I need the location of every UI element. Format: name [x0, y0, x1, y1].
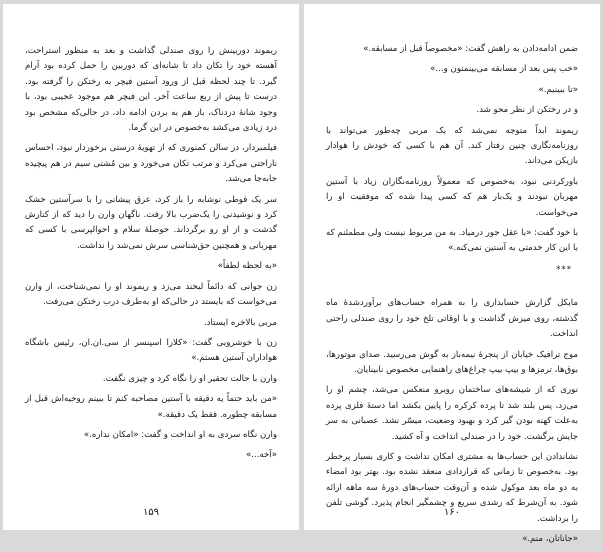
paragraph: «من باید حتماً یه دقیقه با آستین مصاحبه کنم تا ببینم روحیه‌اش قبل از مسابقه چطوره. فقط یک دقیقه.» — [25, 394, 277, 420]
paragraph: مایکل گزارش حسابداری را به همراه حساب‌های برآوردشدهٔ ماه گذشته، روی میزش گذاشت و با اوقاتی تلخ خود را روی صندلی راحتی انداخت. — [326, 298, 578, 340]
paragraph: مربی بالاخره ایستاد. — [203, 317, 277, 328]
paragraph: وارن نگاه سردی به او انداخت و گفت: «امکان نداره.» — [83, 429, 277, 440]
paragraph: سر یک قوطی نوشابه را باز کرد، عرق پیشانی را با سرآستین خشک کرد و نوشیدنی را یک‌ضرب بالا رفت. ناگهان وارن را دید که از کنارش گذشت و از او رو برگرداند. حوصلهٔ سلام و احوالپرسی با کسی که مهربانی و همچنین حق‌شناسی سرش نمی‌شد را نداشت. — [25, 194, 277, 251]
page-number: ۱۵۹ — [142, 507, 160, 518]
paragraph: فیلمبردار، در سالن کمنوری که از تهویهٔ درستی برخوردار نبود، احساس ناراحتی می‌کرد و مرتب تکان می‌خورد و بین مُشتی سیم در هم پیچیده جابه‌جا می‌شد. — [25, 143, 277, 185]
paragraph: «به لحظه لطفاً» — [217, 261, 277, 272]
paragraph: باورکردنی نبود، به‌خصوص که معمولاً روزنامه‌نگاران زیاد با آستین مهربان نبودند و یک‌بار هم که کسی پیدا شده که موفقیت او را می‌خواست. — [326, 176, 578, 218]
paragraph: نشاندادن این حساب‌ها به مشتری امکان نداشت و کاری بسیار پرخطر بود. به‌خصوص تا زمانی که قراردادی منعقد نشده بود. بهتر بود امضاء به دو ماه بعد موکول شده و آن‌وقت حساب‌های دورهٔ سه ماهه ارائه شود. به آن‌شرط که رشدی سریع و چشمگیر انجام پذیرد. گوشی تلفن را برداشت. — [326, 451, 578, 524]
left-page — [3, 4, 299, 530]
paragraph: «تا ببینیم.» — [538, 84, 578, 95]
paragraph: ریموند ابداً متوجه نمی‌شد که یک مربی چه‌طور می‌تواند با روزنامه‌نگاری چنین رفتار کند. آن هم با کسی که خودش را هوادار بازیکن می‌داند. — [326, 125, 578, 167]
paragraph: وارن با حالت تحقیر او را نگاه کرد و چیزی نگفت. — [102, 373, 277, 384]
paragraph: نوری که از شیشه‌های ساختمان روبرو منعکس می‌شد، چشم او را می‌زد، پس بلند شد تا پرده کرکره را پایین بکشد اما دستهٔ فلزی پرده به‌علت کهنه بودن گیر کرد و بهبود وضعیت، میسّر نشد. عصبانی به سر جایش برگشت. خود را در صندلی انداخت و آه کشید. — [326, 385, 578, 442]
right-page — [304, 4, 600, 544]
paragraph: ریموند دوربینش را روی صندلی گذاشت و بعد به منظور استراحت، آهسته خود را تکان داد تا شانه‌ای که دوربین را حمل کرده بود آرام گیرد. تا چند لحظه قبل از ورود آستین فیچر به رختکن را گرفته بود. درست تا پیش از ربع ساعت آخر. این فیچر هم موجود عجیبی بود، با وجود شانهٔ دردناک، باز هم به بردن ادامه داد، در حالی‌که مشخص بود درد زیادی می‌کشد به‌خصوص در این گرما. — [25, 46, 277, 134]
left-page-text — [25, 44, 277, 469]
paragraph: «جاناتان، منم.» — [522, 533, 578, 544]
paragraph: ضمن ادامه‌دادن به راهش گفت: «مخصوصاً قبل از مسابقه.» — [363, 44, 578, 54]
paragraph: «آخه...» — [245, 450, 277, 461]
paragraph: و در رختکن از نظر محو شد. — [476, 105, 578, 116]
page-number: ۱۶۰ — [443, 507, 461, 518]
paragraph: زن با خوشرویی گفت: «کلارا اسپنسر از سی.ان.ان، رئیس باشگاه هواداران آستین هستم.» — [25, 337, 277, 364]
paragraph: موج ترافیک خیابان از پنجرهٔ نیمه‌باز به گوش می‌رسید. صدای موتورها، بوق‌ها، ترمزها و بیپ بیپ چراغ‌های راهنمایی مخصوص نابینایان. — [326, 349, 578, 375]
paragraph: با خود گفت: «با عقل جور درمیاد. به من مربوط نیست ولی مطمئنم که با این کار خدمتی به آستین نمی‌کنه.» — [326, 228, 578, 254]
section-separator: *** — [556, 264, 572, 275]
paragraph: «خب پس بعد از مسابقه می‌بینمتون و...» — [430, 64, 578, 75]
paragraph: زن جوانی که دائماً لبخند می‌زد و ریموند او را نمی‌شناخت، از وارن می‌خواست که بایستد در حالی‌که او به‌طرف درب رختکن می‌رفت. — [25, 281, 277, 308]
right-page-text — [326, 42, 578, 552]
